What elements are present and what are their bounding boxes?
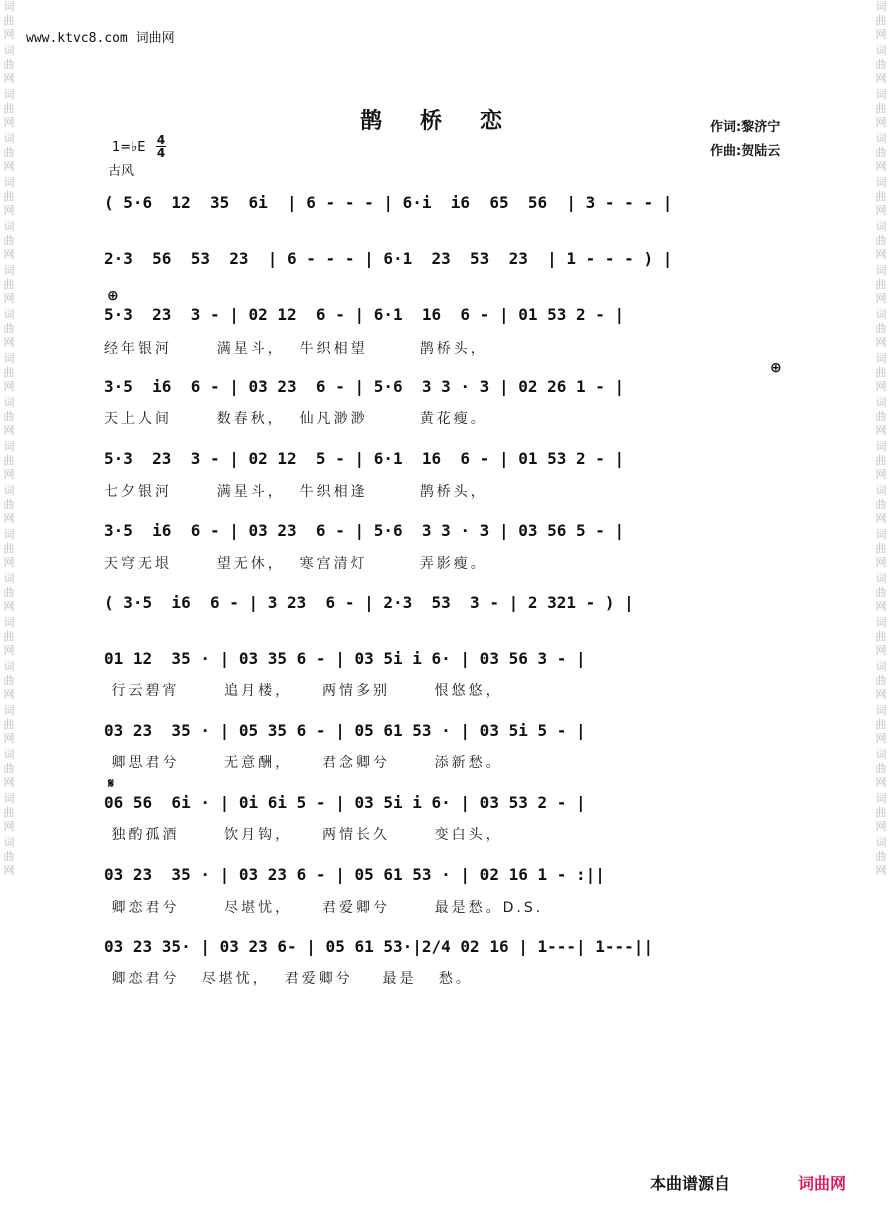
watermark-text: 词曲网 bbox=[3, 0, 15, 41]
watermark-text: 词曲网 bbox=[875, 176, 887, 217]
watermark-text: 词曲网 bbox=[3, 792, 15, 833]
watermark-text: 词曲网 bbox=[3, 396, 15, 437]
watermark-text: 词曲网 bbox=[3, 352, 15, 393]
score-line-7: ( 3·5 i6 6 - | 3 23 6 - | 2·3 53 3 - | 2 321 - ) | bbox=[104, 593, 634, 612]
score-line-5: 5·3 23 3 - | 02 12 5 - | 6·1 16 6 - | 01 53 2 - | bbox=[104, 449, 625, 468]
watermark-text: 词曲网 bbox=[3, 308, 15, 349]
score-line-1: ( 5·6 12 35 6i | 6 - - - | 6·i i6 65 56 | 3 - - - | bbox=[104, 193, 673, 212]
watermark-text: 词曲网 bbox=[3, 572, 15, 613]
watermark-text: 词曲网 bbox=[875, 660, 887, 701]
watermark-text: 词曲网 bbox=[875, 308, 887, 349]
lyricist-credit: 作词:黎济宁 bbox=[710, 120, 781, 135]
watermark-text: 词曲网 bbox=[875, 352, 887, 393]
watermark-text: 词曲网 bbox=[3, 440, 15, 481]
watermark-text: 词曲网 bbox=[875, 704, 887, 745]
watermark-text: 词曲网 bbox=[3, 836, 15, 877]
watermark-text: 词曲网 bbox=[875, 836, 887, 877]
watermark-text: 词曲网 bbox=[875, 528, 887, 569]
watermark-text: 词曲网 bbox=[3, 44, 15, 85]
watermark-text: 词曲网 bbox=[875, 88, 887, 129]
score-line-11: 03 23 35 · | 03 23 6 - | 05 61 53 · | 02 16 1 - :|| bbox=[104, 865, 605, 884]
watermark-text: 词曲网 bbox=[3, 704, 15, 745]
watermark-text: 词曲网 bbox=[3, 660, 15, 701]
watermark-text: 词曲网 bbox=[3, 264, 15, 305]
segno-sign-icon: 𝄋 bbox=[108, 776, 115, 792]
lyrics-line-1 bbox=[104, 224, 784, 244]
lyrics-line-7 bbox=[104, 624, 784, 644]
lyrics-line-10: 独酌孤酒 饮月钩， 两情长久 变白头， bbox=[104, 827, 503, 843]
watermark-text: 词曲网 bbox=[875, 484, 887, 525]
song-title: 鹊桥恋 bbox=[360, 109, 541, 134]
watermark-text: 词曲网 bbox=[875, 440, 887, 481]
meter-top: 4 bbox=[156, 133, 166, 147]
score-line-10: 06 56 6i · | 0i 6i 5 - | 03 5i i 6· | 03 53 2 - | bbox=[104, 793, 586, 812]
watermark-text: 词曲网 bbox=[3, 220, 15, 261]
score-line-4: 3·5 i6 6 - | 03 23 6 - | 5·6 3 3 · 3 | 02 26 1 - | bbox=[104, 377, 625, 396]
watermark-text: 词曲网 bbox=[875, 748, 887, 789]
lyrics-line-11: 卿恋君兮 尽堪忧， 君爱卿兮 最是愁。D.S. bbox=[104, 900, 544, 916]
score-line-6: 3·5 i6 6 - | 03 23 6 - | 5·6 3 3 · 3 | 03 56 5 - | bbox=[104, 521, 625, 540]
watermark-text: 词曲网 bbox=[875, 264, 887, 305]
key-signature: 1=♭E bbox=[112, 140, 146, 155]
watermark-text: 词曲网 bbox=[875, 616, 887, 657]
watermark-text: 词曲网 bbox=[875, 132, 887, 173]
watermark-text: 词曲网 bbox=[3, 528, 15, 569]
source-label: 本曲谱源自 bbox=[650, 1174, 731, 1193]
score-line-3: 5·3 23 3 - | 02 12 6 - | 6·1 16 6 - | 01 53 2 - | bbox=[104, 305, 625, 324]
watermark-text: 词曲网 bbox=[875, 0, 887, 41]
time-signature bbox=[156, 134, 166, 159]
score-line-2: 2·3 56 53 23 | 6 - - - | 6·1 23 53 23 | 1 - - - ) | bbox=[104, 249, 673, 268]
lyrics-line-9: 卿思君兮 无意酬， 君念卿兮 添新愁。 bbox=[104, 755, 503, 771]
site-url[interactable]: www.ktvc8.com 词曲网 bbox=[26, 31, 175, 46]
coda-sign-icon: ⊕ bbox=[770, 360, 782, 376]
watermark-text: 词曲网 bbox=[875, 792, 887, 833]
lyrics-line-5: 七夕银河 满星斗， 牛织相逢 鹊桥头， bbox=[104, 484, 488, 500]
right-watermark-strip bbox=[872, 0, 890, 1218]
lyrics-line-6: 天穹无垠 望无休， 寒宫清灯 弄影瘦。 bbox=[104, 556, 488, 572]
meter-bottom: 4 bbox=[156, 146, 166, 160]
watermark-text: 词曲网 bbox=[3, 176, 15, 217]
composer-credit: 作曲:贺陆云 bbox=[710, 144, 781, 159]
lyrics-line-12: 卿恋君兮 尽堪忧， 君爱卿兮 最是 愁。 bbox=[104, 971, 473, 987]
style-label: 古风 bbox=[108, 164, 135, 179]
lyrics-line-2 bbox=[104, 280, 784, 300]
left-watermark-strip bbox=[0, 0, 18, 1218]
watermark-text: 词曲网 bbox=[3, 132, 15, 173]
watermark-text: 词曲网 bbox=[875, 572, 887, 613]
watermark-text: 词曲网 bbox=[875, 44, 887, 85]
lyrics-line-3: 经年银河 满星斗， 牛织相望 鹊桥头， bbox=[104, 341, 488, 357]
watermark-text: 词曲网 bbox=[3, 88, 15, 129]
coda-sign-icon: ⊕ bbox=[107, 288, 119, 304]
brand-logo[interactable]: 词曲网 bbox=[798, 1174, 847, 1193]
lyrics-line-8: 行云碧宵 追月楼， 两情多别 恨悠悠， bbox=[104, 683, 503, 699]
watermark-text: 词曲网 bbox=[3, 748, 15, 789]
score-line-8: 01 12 35 · | 03 35 6 - | 03 5i i 6· | 03 56 3 - | bbox=[104, 649, 586, 668]
watermark-text: 词曲网 bbox=[3, 484, 15, 525]
watermark-text: 词曲网 bbox=[875, 396, 887, 437]
lyrics-line-4: 天上人间 数春秋， 仙凡渺渺 黄花瘦。 bbox=[104, 411, 488, 427]
score-line-12: 03 23 35· | 03 23 6- | 05 61 53·|2/4 02 16 | 1---| 1---|| bbox=[104, 937, 654, 956]
watermark-text: 词曲网 bbox=[875, 220, 887, 261]
watermark-text: 词曲网 bbox=[3, 616, 15, 657]
score-line-9: 03 23 35 · | 05 35 6 - | 05 61 53 · | 03 5i 5 - | bbox=[104, 721, 586, 740]
